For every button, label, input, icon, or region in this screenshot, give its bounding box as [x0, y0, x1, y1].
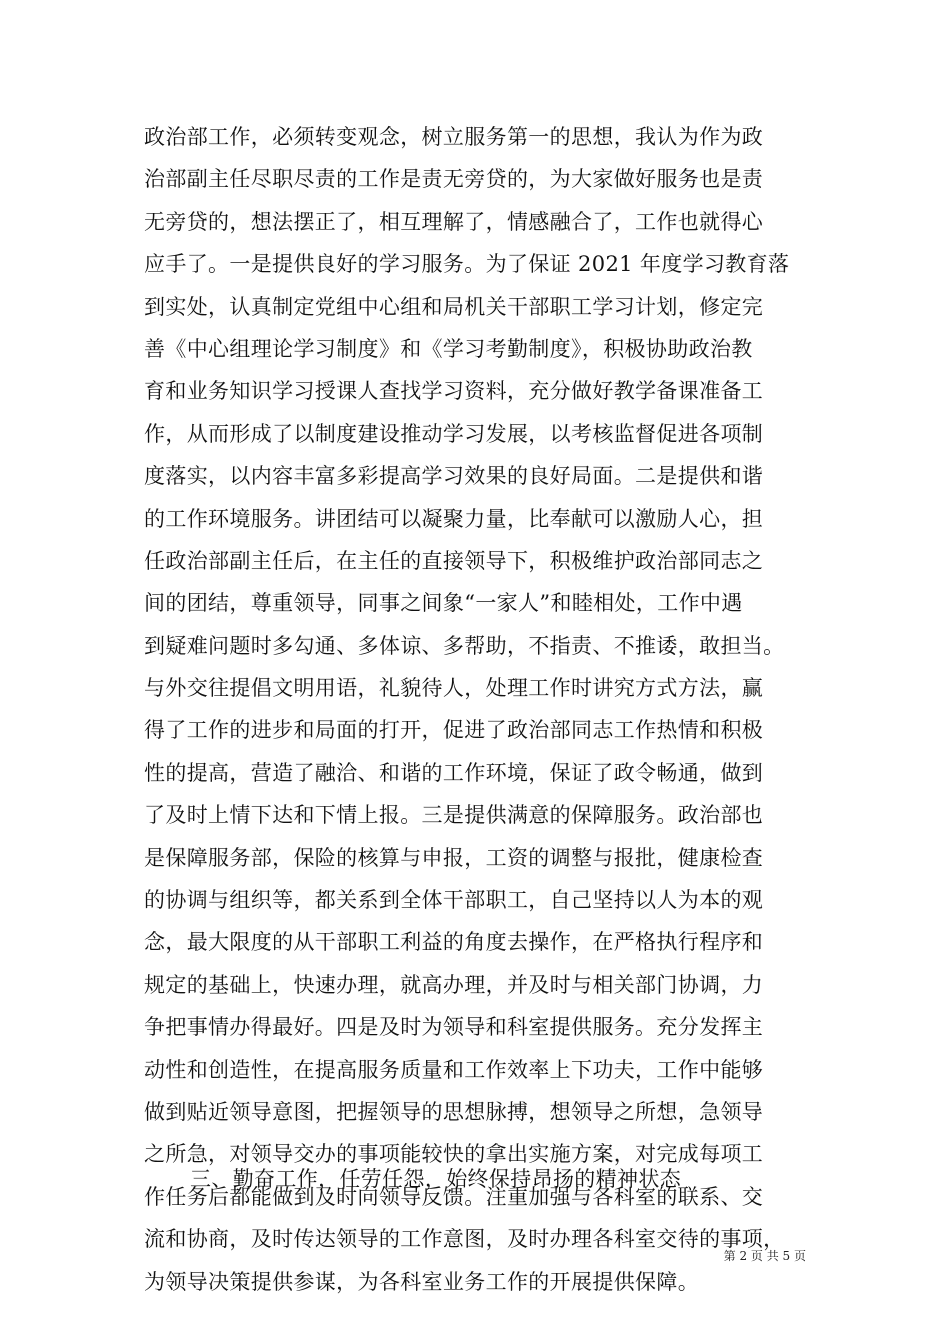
paragraph-line: 到疑难问题时多勾通、多体谅、多帮助，不指责、不推诿，敢担当。: [144, 633, 785, 658]
paragraph-line: 得了工作的进步和局面的打开，促进了政治部同志工作热情和积极: [144, 718, 764, 743]
paragraph-line: 善《中心组理论学习制度》和《学习考勤制度》，积极协助政治教: [144, 336, 753, 361]
paragraph-line: 之所急，对领导交办的事项能较快的拿出实施方案，对完成每项工: [144, 1142, 764, 1167]
paragraph-line: 流和协商，及时传达领导的工作意图，及时办理各科室交待的事项，: [144, 1227, 785, 1252]
paragraph-line: 规定的基础上，快速办理，就高办理，并及时与相关部门协调，力: [144, 972, 764, 997]
paragraph-line: 到实处，认真制定党组中心组和局机关干部职工学习计划，修定完: [144, 294, 764, 319]
paragraph-line: 作，从而形成了以制度建设推动学习发展，以考核监督促进各项制: [144, 421, 764, 446]
paragraph-line: 了及时上情下达和下情上报。三是提供满意的保障服务。政治部也: [144, 803, 764, 828]
paragraph-line: 是保障服务部，保险的核算与申报，工资的调整与报批，健康检查: [144, 845, 764, 870]
paragraph-line: 政治部工作，必须转变观念，树立服务第一的思想，我认为作为政: [144, 125, 764, 149]
paragraph-line: 的协调与组织等，都关系到全体干部职工，自己坚持以人为本的观: [144, 888, 764, 913]
paragraph-line: 治部副主任尽职尽责的工作是责无旁贷的，为大家做好服务也是责: [144, 167, 764, 192]
page-number-footer: 第 2 页 共 5 页: [723, 1249, 806, 1263]
paragraph-line: 性的提高，营造了融洽、和谐的工作环境，保证了政令畅通，做到: [144, 760, 764, 785]
paragraph-line: 无旁贷的，想法摆正了，相互理解了，情感融合了，工作也就得心: [144, 209, 764, 234]
paragraph-line: 的工作环境服务。讲团结可以凝聚力量，比奉献可以激励人心，担: [144, 506, 764, 531]
paragraph-line: 与外交往提倡文明用语，礼貌待人，处理工作时讲究方式方法，赢: [144, 676, 764, 701]
paragraph-line: 念，最大限度的从干部职工利益的角度去操作，在严格执行程序和: [144, 930, 764, 955]
section-heading: 三、勤奋工作，任劳任怨，始终保持昂扬的精神状态: [190, 1167, 682, 1191]
paragraph-line: 做到贴近领导意图，把握领导的思想脉搏，想领导之所想，急领导: [144, 1099, 764, 1124]
paragraph-line: 育和业务知识学习授课人查找学习资料，充分做好教学备课准备工: [144, 379, 764, 404]
paragraph-line: 间的团结，尊重领导，同事之间象“一家人”和睦相处，工作中遇: [144, 591, 743, 616]
paragraph-line: 应手了。一是提供良好的学习服务。为了保证 2021 年度学习教育落: [144, 252, 790, 277]
paragraph-line: 动性和创造性，在提高服务质量和工作效率上下功夫，工作中能够: [144, 1057, 764, 1082]
paragraph-line: 任政治部副主任后，在主任的直接领导下，积极维护政治部同志之: [144, 548, 764, 573]
paragraph-line: 度落实，以内容丰富多彩提高学习效果的良好局面。二是提供和谐: [144, 464, 764, 489]
body-paragraph: [144, 116, 808, 1303]
paragraph-line: 作任务后都能做到及时向领导反馈。注重加强与各科室的联系、交: [144, 1184, 764, 1209]
paragraph-line: 争把事情办得最好。四是及时为领导和科室提供服务。充分发挥主: [144, 1015, 764, 1040]
paragraph-line: 为领导决策提供参谋，为各科室业务工作的开展提供保障。: [144, 1269, 700, 1294]
